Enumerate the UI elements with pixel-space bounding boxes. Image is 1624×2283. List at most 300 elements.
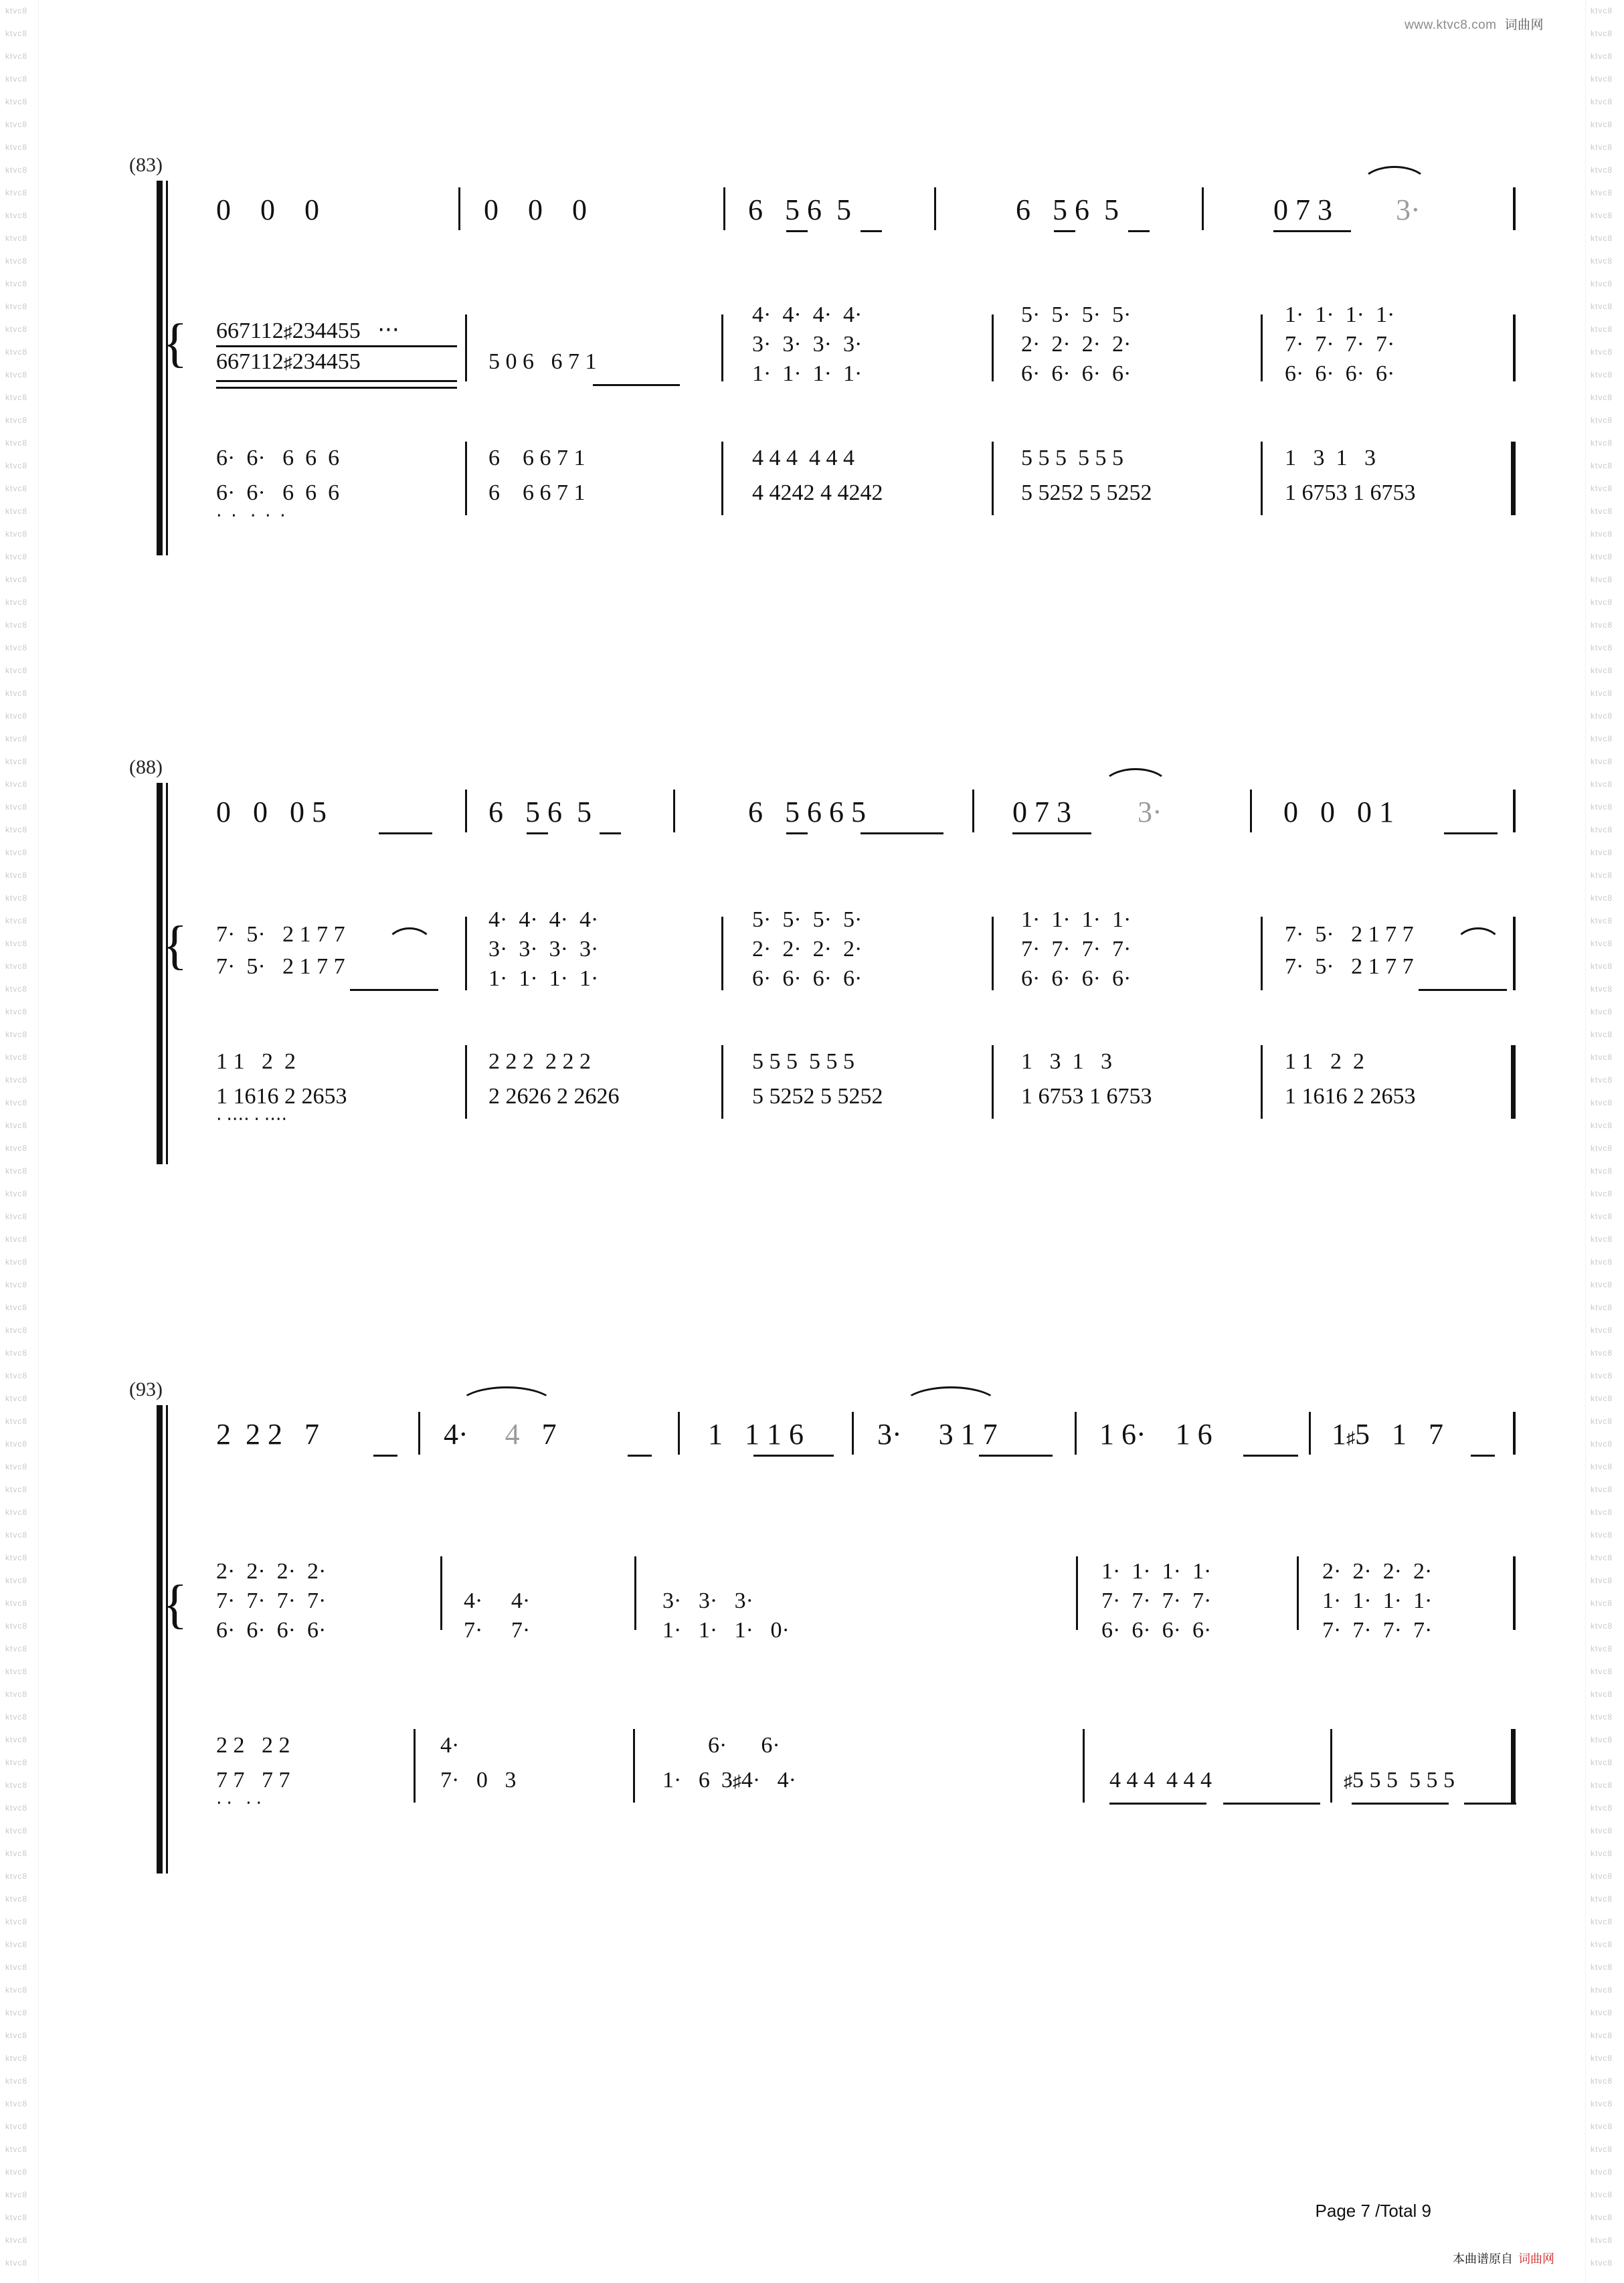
edge-tick: ktvc8 — [5, 916, 28, 925]
edge-tick: ktvc8 — [1591, 552, 1613, 561]
rh-83-m5-mid: 7· 7· 7· 7· — [1285, 332, 1395, 357]
barline — [465, 790, 467, 832]
edge-tick: ktvc8 — [5, 1962, 28, 1972]
edge-tick: ktvc8 — [5, 484, 28, 493]
edge-tick: ktvc8 — [5, 52, 28, 61]
edge-tick: ktvc8 — [1591, 52, 1613, 61]
edge-tick: ktvc8 — [1591, 802, 1613, 812]
lh-88-m4-top: 1 3 1 3 — [1021, 1049, 1112, 1074]
edge-tick: ktvc8 — [1591, 1189, 1613, 1198]
edge-tick: ktvc8 — [5, 893, 28, 903]
edge-tick: ktvc8 — [1591, 575, 1613, 584]
edge-tick: ktvc8 — [1591, 529, 1613, 539]
lh-88-m5-top: 1 1 2 2 — [1285, 1049, 1364, 1074]
rh-88-m5-low: 7· 5· 2 1 7 7 — [1285, 954, 1414, 979]
edge-tick: ktvc8 — [5, 120, 28, 129]
edge-tick: ktvc8 — [1591, 120, 1613, 129]
edge-tick: ktvc8 — [5, 1075, 28, 1085]
edge-tick: ktvc8 — [1591, 325, 1613, 334]
melody-line-83d: 6 5 6 5 — [1016, 193, 1119, 226]
edge-tick: ktvc8 — [5, 1007, 28, 1016]
melody-line-83: 0 0 0 — [216, 193, 319, 226]
edge-tick: ktvc8 — [5, 529, 28, 539]
rh-83-m4-low: 6· 6· 6· 6· — [1021, 361, 1132, 386]
rh-88-m3-mid: 2· 2· 2· 2· — [752, 937, 863, 962]
edge-tick: ktvc8 — [5, 1235, 28, 1244]
rh-88-m2-top: 4· 4· 4· 4· — [488, 907, 599, 932]
melody-88-tail: 3· — [1138, 796, 1162, 828]
edge-tick: ktvc8 — [5, 438, 28, 448]
edge-tick: ktvc8 — [5, 29, 28, 38]
lh-83-m5-top: 1 3 1 3 — [1285, 446, 1376, 470]
edge-tick: ktvc8 — [1591, 1553, 1613, 1562]
edge-tick: ktvc8 — [1591, 1326, 1613, 1335]
rh-93-m3-low: 1· 1· 1· 0· — [662, 1618, 790, 1643]
edge-tick: ktvc8 — [1591, 1849, 1613, 1858]
lh-93-m1-top: 2 2 2 2 — [216, 1733, 290, 1758]
barline — [465, 314, 467, 381]
rh-93-m1-top: 2· 2· 2· 2· — [216, 1559, 327, 1584]
lh-83-m1-top: 6· 6· 6 6 6 — [216, 446, 340, 470]
edge-tick: ktvc8 — [1591, 393, 1613, 402]
lh-88-m3-low: 5 5252 5 5252 — [752, 1084, 883, 1109]
edge-tick: ktvc8 — [5, 1189, 28, 1198]
lh-93-m5: ♯5 5 5 5 5 5 — [1344, 1768, 1455, 1793]
edge-tick: ktvc8 — [1591, 825, 1613, 834]
slur — [1360, 166, 1429, 185]
rh-88-m4-low: 6· 6· 6· 6· — [1021, 966, 1132, 991]
edge-tick: ktvc8 — [1591, 757, 1613, 766]
edge-tick: ktvc8 — [5, 1712, 28, 1722]
edge-tick: ktvc8 — [1591, 1576, 1613, 1585]
page-number: Page 7 /Total 9 — [1315, 2201, 1431, 2221]
edge-tick: ktvc8 — [1591, 234, 1613, 243]
rh-93-m5-low: 7· 7· 7· 7· — [1322, 1618, 1433, 1643]
edge-tick: ktvc8 — [1591, 1439, 1613, 1449]
edge-tick: ktvc8 — [1591, 143, 1613, 152]
melody-88-m5: 0 0 0 1 — [1283, 796, 1394, 828]
edge-tick: ktvc8 — [1591, 1257, 1613, 1267]
rh-83-m4-top: 5· 5· 5· 5· — [1021, 302, 1132, 327]
edge-tick: ktvc8 — [5, 1530, 28, 1540]
rh-93-m4-low: 6· 6· 6· 6· — [1101, 1618, 1212, 1643]
barline — [723, 187, 725, 230]
barline — [633, 1729, 635, 1803]
edge-tick: ktvc8 — [5, 598, 28, 607]
edge-tick: ktvc8 — [5, 711, 28, 721]
edge-tick: ktvc8 — [1591, 620, 1613, 630]
barline — [1075, 1412, 1077, 1455]
rh-93-m1-low: 6· 6· 6· 6· — [216, 1618, 327, 1643]
edge-tick: ktvc8 — [1591, 1280, 1613, 1289]
edge-tick: ktvc8 — [5, 1303, 28, 1312]
edge-tick: ktvc8 — [1591, 1690, 1613, 1699]
barline — [972, 790, 974, 832]
barline — [465, 917, 467, 990]
edge-tick: ktvc8 — [5, 143, 28, 152]
edge-tick: ktvc8 — [1591, 1735, 1613, 1744]
barline — [465, 1045, 467, 1119]
system-brace-88: { — [157, 783, 177, 1164]
melody-line-83e: 0 7 3 — [1273, 193, 1332, 226]
barline — [1076, 1556, 1078, 1630]
edge-tick: ktvc8 — [5, 984, 28, 994]
edge-tick: ktvc8 — [5, 1940, 28, 1949]
rh-upper-83: 667112♯234455 ‧‧‧ — [216, 318, 399, 343]
edge-tick: ktvc8 — [5, 1417, 28, 1426]
edge-tick: ktvc8 — [5, 211, 28, 220]
edge-tick: ktvc8 — [1591, 1644, 1613, 1653]
rh-83-m2: 5 0 6 6 7 1 — [488, 349, 597, 374]
barline — [1330, 1729, 1332, 1803]
edge-tick: ktvc8 — [1591, 1121, 1613, 1130]
rh-88-m3-low: 6· 6· 6· 6· — [752, 966, 863, 991]
edge-tick: ktvc8 — [1591, 643, 1613, 652]
system-brace-83: { — [157, 181, 177, 555]
melody-93-m2: 4· 4 7 — [444, 1418, 557, 1451]
edge-tick: ktvc8 — [5, 1280, 28, 1289]
rh-83-m4-mid: 2· 2· 2· 2· — [1021, 332, 1132, 357]
edge-tick: ktvc8 — [1591, 279, 1613, 288]
edge-tick: ktvc8 — [5, 1508, 28, 1517]
edge-tick: ktvc8 — [5, 1348, 28, 1358]
edge-tick: ktvc8 — [5, 2258, 28, 2268]
edge-tick: ktvc8 — [1591, 1599, 1613, 1608]
edge-tick: ktvc8 — [1591, 2053, 1613, 2063]
edge-tick: ktvc8 — [1591, 2122, 1613, 2131]
barline — [721, 314, 723, 381]
barline — [992, 1045, 994, 1119]
barline — [1261, 314, 1263, 381]
rh-83-m3-low: 1· 1· 1· 1· — [752, 361, 863, 386]
lh-83-m4-top: 5 5 5 5 5 5 — [1021, 446, 1123, 470]
edge-tick: ktvc8 — [1591, 871, 1613, 880]
barline — [1513, 917, 1516, 990]
barline — [1261, 1045, 1263, 1119]
edge-tick: ktvc8 — [1591, 2190, 1613, 2199]
edge-tick: ktvc8 — [5, 325, 28, 334]
edge-tick: ktvc8 — [5, 575, 28, 584]
edge-tick: ktvc8 — [1591, 1917, 1613, 1926]
lh-83-m2-top: 6 6 6 7 1 — [488, 446, 585, 470]
system-88 — [39, 743, 1585, 1211]
edge-tick: ktvc8 — [5, 1576, 28, 1585]
rh-93-m2-low: 7· 7· — [464, 1618, 531, 1643]
edge-tick: ktvc8 — [1591, 893, 1613, 903]
edge-tick: ktvc8 — [1591, 666, 1613, 675]
edge-tick: ktvc8 — [5, 234, 28, 243]
edge-tick: ktvc8 — [5, 620, 28, 630]
score-paper — [39, 0, 1585, 2283]
melody-93-m3: 1 1 1 6 — [708, 1418, 804, 1451]
edge-tick: ktvc8 — [5, 780, 28, 789]
bottom-watermark — [1453, 2250, 1554, 2267]
edge-tick: ktvc8 — [1591, 1417, 1613, 1426]
edge-tick: ktvc8 — [5, 871, 28, 880]
lh-93-m4: 4 4 4 4 4 4 — [1109, 1768, 1212, 1793]
melody-line-83c: 6 5 6 5 — [748, 193, 851, 226]
edge-tick: ktvc8 — [1591, 1985, 1613, 1995]
edge-tick: ktvc8 — [5, 1257, 28, 1267]
measure-label-93: (93) — [129, 1378, 163, 1400]
edge-tick: ktvc8 — [5, 825, 28, 834]
barline — [678, 1412, 680, 1455]
slur — [385, 927, 434, 947]
lh-93-m3-top: 6· 6· — [662, 1733, 780, 1758]
edge-tick: ktvc8 — [1591, 2076, 1613, 2086]
barline — [992, 314, 994, 381]
barline — [934, 187, 936, 230]
edge-tick: ktvc8 — [5, 1894, 28, 1904]
edge-tick: ktvc8 — [5, 1439, 28, 1449]
edge-tick: ktvc8 — [5, 1849, 28, 1858]
edge-tick: ktvc8 — [5, 1462, 28, 1471]
edge-tick: ktvc8 — [5, 256, 28, 266]
lh-88-m2-low: 2 2626 2 2626 — [488, 1084, 620, 1109]
edge-tick: ktvc8 — [1591, 1371, 1613, 1380]
lh-88-m4-low: 1 6753 1 6753 — [1021, 1084, 1152, 1109]
edge-tick: ktvc8 — [1591, 1303, 1613, 1312]
melody-88-m3: 6 5 6 6 5 — [748, 796, 866, 828]
edge-tick: ktvc8 — [1591, 1053, 1613, 1062]
lh-88-dots: ‧ ‧‧‧‧ ‧ ‧‧‧‧ — [216, 1109, 288, 1129]
barline — [1250, 790, 1252, 832]
barline — [414, 1729, 416, 1803]
lh-88-m2-top: 2 2 2 2 2 2 — [488, 1049, 591, 1074]
edge-tick: ktvc8 — [1591, 211, 1613, 220]
rh-93-m5-top: 2· 2· 2· 2· — [1322, 1559, 1433, 1584]
edge-tick: ktvc8 — [1591, 2144, 1613, 2154]
edge-tick: ktvc8 — [5, 461, 28, 470]
melody-tail-83: 3· — [1396, 193, 1421, 226]
rh-88-m1-low: 7· 5· 2 1 7 7 — [216, 954, 345, 979]
edge-tick: ktvc8 — [1591, 370, 1613, 379]
slur — [1101, 768, 1170, 788]
edge-tick: ktvc8 — [1591, 984, 1613, 994]
rh-93-m4-mid: 7· 7· 7· 7· — [1101, 1588, 1212, 1613]
edge-tick: ktvc8 — [1591, 461, 1613, 470]
barline — [673, 790, 675, 832]
edge-tick: ktvc8 — [5, 1826, 28, 1835]
edge-tick: ktvc8 — [1591, 1212, 1613, 1221]
edge-tick: ktvc8 — [1591, 1235, 1613, 1244]
system-83 — [39, 134, 1585, 602]
barline — [1513, 314, 1516, 381]
edge-tick: ktvc8 — [5, 1098, 28, 1107]
rh-83-m3-top: 4· 4· 4· 4· — [752, 302, 863, 327]
edge-tick: ktvc8 — [1591, 165, 1613, 175]
lh-83-m5-low: 1 6753 1 6753 — [1285, 480, 1416, 505]
rh-93-m2-mid: 4· 4· — [464, 1588, 531, 1613]
bottom-watermark-site: 词曲网 — [1518, 2252, 1554, 2266]
rh-88-m2-mid: 3· 3· 3· 3· — [488, 937, 599, 962]
edge-tick: ktvc8 — [5, 2190, 28, 2199]
barline — [992, 917, 994, 990]
melody-88-m4: 0 7 3 — [1012, 796, 1071, 828]
rh-88-m3-top: 5· 5· 5· 5· — [752, 907, 863, 932]
edge-tick: ktvc8 — [1591, 1007, 1613, 1016]
left-edge-strip — [0, 0, 39, 2283]
edge-tick: ktvc8 — [1591, 1667, 1613, 1676]
edge-tick: ktvc8 — [5, 2099, 28, 2108]
edge-tick: ktvc8 — [5, 1758, 28, 1767]
edge-tick: ktvc8 — [1591, 29, 1613, 38]
edge-tick: ktvc8 — [5, 1144, 28, 1153]
edge-tick: ktvc8 — [1591, 2167, 1613, 2177]
edge-tick: ktvc8 — [5, 165, 28, 175]
lh-88-m1-top: 1 1 2 2 — [216, 1049, 296, 1074]
rh-88-m4-top: 1· 1· 1· 1· — [1021, 907, 1132, 932]
lh-83-m3-top: 4 4 4 4 4 4 — [752, 446, 854, 470]
edge-tick: ktvc8 — [1591, 916, 1613, 925]
edge-tick: ktvc8 — [5, 279, 28, 288]
edge-tick: ktvc8 — [1591, 1394, 1613, 1403]
barline — [1511, 442, 1516, 515]
edge-tick: ktvc8 — [5, 2144, 28, 2154]
top-watermark — [1405, 15, 1544, 33]
barline — [1511, 1045, 1516, 1119]
barline — [1513, 1556, 1516, 1630]
melody-88-m1: 0 0 0 5 — [216, 796, 327, 828]
edge-tick: ktvc8 — [5, 1667, 28, 1676]
edge-tick: ktvc8 — [1591, 1348, 1613, 1358]
watermark-cn: 词曲网 — [1504, 18, 1544, 32]
edge-tick: ktvc8 — [5, 370, 28, 379]
edge-tick: ktvc8 — [5, 1644, 28, 1653]
rh-93-m1-mid: 7· 7· 7· 7· — [216, 1588, 327, 1613]
watermark-url: www.ktvc8.com — [1405, 18, 1497, 32]
edge-tick: ktvc8 — [5, 1030, 28, 1039]
edge-tick: ktvc8 — [1591, 1144, 1613, 1153]
lh-88-m1-low: 1 1616 2 2653 — [216, 1084, 347, 1109]
rh-88-m4-mid: 7· 7· 7· 7· — [1021, 937, 1132, 962]
slur — [458, 1386, 555, 1406]
edge-tick: ktvc8 — [5, 1780, 28, 1790]
edge-tick: ktvc8 — [5, 188, 28, 197]
barline — [465, 442, 467, 515]
rh-88-m1-top: 7· 5· 2 1 7 7 — [216, 922, 345, 947]
edge-tick: ktvc8 — [1591, 416, 1613, 425]
edge-tick: ktvc8 — [5, 552, 28, 561]
rh-93-m3-mid: 3· 3· 3· — [662, 1588, 753, 1613]
edge-tick: ktvc8 — [1591, 6, 1613, 15]
barline — [1202, 187, 1204, 230]
edge-tick: ktvc8 — [5, 302, 28, 311]
edge-tick: ktvc8 — [1591, 1098, 1613, 1107]
rh-93-m5-mid: 1· 1· 1· 1· — [1322, 1588, 1433, 1613]
rh-93-m4-top: 1· 1· 1· 1· — [1101, 1559, 1212, 1584]
edge-tick: ktvc8 — [1591, 1166, 1613, 1176]
edge-tick: ktvc8 — [1591, 848, 1613, 857]
edge-tick: ktvc8 — [1591, 1530, 1613, 1540]
slur — [902, 1386, 1000, 1406]
melody-93-m4: 3· 3 1 7 — [877, 1418, 998, 1451]
slur — [1454, 927, 1502, 947]
melody-88-m2: 6 5 6 5 — [488, 796, 592, 828]
edge-tick: ktvc8 — [1591, 2031, 1613, 2040]
lh-83-m1-low: 6· 6· 6 6 6 — [216, 480, 340, 505]
lh-93-m3-low: 1· 6 3♯4· 4· — [662, 1768, 796, 1793]
edge-tick: ktvc8 — [1591, 689, 1613, 698]
lh-83-m3-low: 4 4242 4 4242 — [752, 480, 883, 505]
edge-tick: ktvc8 — [1591, 598, 1613, 607]
edge-tick: ktvc8 — [5, 1735, 28, 1744]
edge-tick: ktvc8 — [5, 2076, 28, 2086]
edge-tick: ktvc8 — [5, 1371, 28, 1380]
edge-tick: ktvc8 — [1591, 1030, 1613, 1039]
rh-88-m2-low: 1· 1· 1· 1· — [488, 966, 599, 991]
measure-label-88: (88) — [129, 756, 163, 778]
edge-tick: ktvc8 — [5, 1326, 28, 1335]
edge-tick: ktvc8 — [5, 97, 28, 106]
lh-83-m4-low: 5 5252 5 5252 — [1021, 480, 1152, 505]
edge-tick: ktvc8 — [1591, 1940, 1613, 1949]
edge-tick: ktvc8 — [1591, 1075, 1613, 1085]
edge-tick: ktvc8 — [1591, 188, 1613, 197]
edge-tick: ktvc8 — [5, 689, 28, 698]
edge-tick: ktvc8 — [5, 1917, 28, 1926]
barline — [1513, 1412, 1516, 1455]
edge-tick: ktvc8 — [5, 939, 28, 948]
rh-83-m5-low: 6· 6· 6· 6· — [1285, 361, 1395, 386]
edge-tick: ktvc8 — [5, 1053, 28, 1062]
edge-tick: ktvc8 — [1591, 256, 1613, 266]
barline — [1511, 1729, 1516, 1803]
edge-tick: ktvc8 — [1591, 1780, 1613, 1790]
edge-tick: ktvc8 — [1591, 1758, 1613, 1767]
edge-tick: ktvc8 — [1591, 1894, 1613, 1904]
edge-tick: ktvc8 — [5, 507, 28, 516]
edge-tick: ktvc8 — [5, 848, 28, 857]
edge-tick: ktvc8 — [1591, 438, 1613, 448]
barline — [721, 1045, 723, 1119]
melody-93-m6: 1♯5 1 7 — [1332, 1418, 1443, 1451]
edge-tick: ktvc8 — [5, 74, 28, 84]
barline — [1309, 1412, 1311, 1455]
edge-tick: ktvc8 — [5, 2213, 28, 2222]
lh-83-dots: ‧ ‧ ‧ ‧ ‧ — [216, 506, 286, 526]
barline — [1083, 1729, 1085, 1803]
edge-tick: ktvc8 — [1591, 484, 1613, 493]
edge-tick: ktvc8 — [5, 1121, 28, 1130]
rh-lower-83: 667112♯234455 — [216, 349, 361, 374]
edge-tick: ktvc8 — [5, 393, 28, 402]
edge-tick: ktvc8 — [5, 1212, 28, 1221]
edge-tick: ktvc8 — [5, 416, 28, 425]
edge-tick: ktvc8 — [5, 1803, 28, 1813]
lh-93-m1-low: 7 7 7 7 — [216, 1768, 290, 1793]
edge-tick: ktvc8 — [1591, 1508, 1613, 1517]
edge-tick: ktvc8 — [1591, 2258, 1613, 2268]
barline — [1513, 187, 1516, 230]
edge-tick: ktvc8 — [5, 6, 28, 15]
edge-tick: ktvc8 — [1591, 2213, 1613, 2222]
edge-tick: ktvc8 — [5, 1485, 28, 1494]
edge-tick: ktvc8 — [5, 757, 28, 766]
edge-tick: ktvc8 — [1591, 711, 1613, 721]
melody-93-m1: 2 2 2 7 — [216, 1418, 319, 1451]
barline — [1261, 442, 1263, 515]
lh-93-m2-top: 4· — [440, 1733, 460, 1758]
edge-tick: ktvc8 — [1591, 1871, 1613, 1881]
edge-tick: ktvc8 — [1591, 1803, 1613, 1813]
edge-tick: ktvc8 — [1591, 74, 1613, 84]
system-93 — [39, 1345, 1585, 1880]
rh-88-m5-top: 7· 5· 2 1 7 7 — [1285, 922, 1414, 947]
edge-tick: ktvc8 — [5, 2167, 28, 2177]
edge-tick: ktvc8 — [5, 2008, 28, 2017]
right-edge-strip — [1585, 0, 1624, 2283]
